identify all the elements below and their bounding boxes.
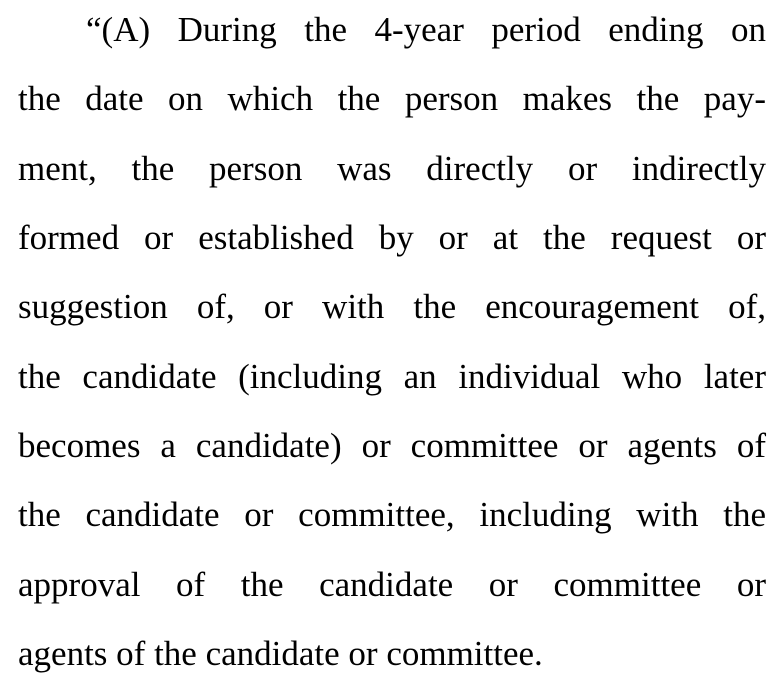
text-line: the candidate (including an individual who later <box>18 357 766 396</box>
text-line: suggestion of, or with the encouragement of, <box>18 287 766 326</box>
text-line: becomes a candidate) or committee or agents of <box>18 426 766 465</box>
text-line: the date on which the person makes the pay- <box>18 79 766 118</box>
text-line: formed or established by or at the request or <box>18 218 766 257</box>
text-line: the candidate or committee, including with the <box>18 495 766 534</box>
text-line: agents of the candidate or committee. <box>18 634 543 673</box>
text-line: ment, the person was directly or indirectly <box>18 149 766 188</box>
text-line: “(A) During the 4-year period ending on <box>86 10 766 49</box>
text-line: approval of the candidate or committee or <box>18 565 766 604</box>
